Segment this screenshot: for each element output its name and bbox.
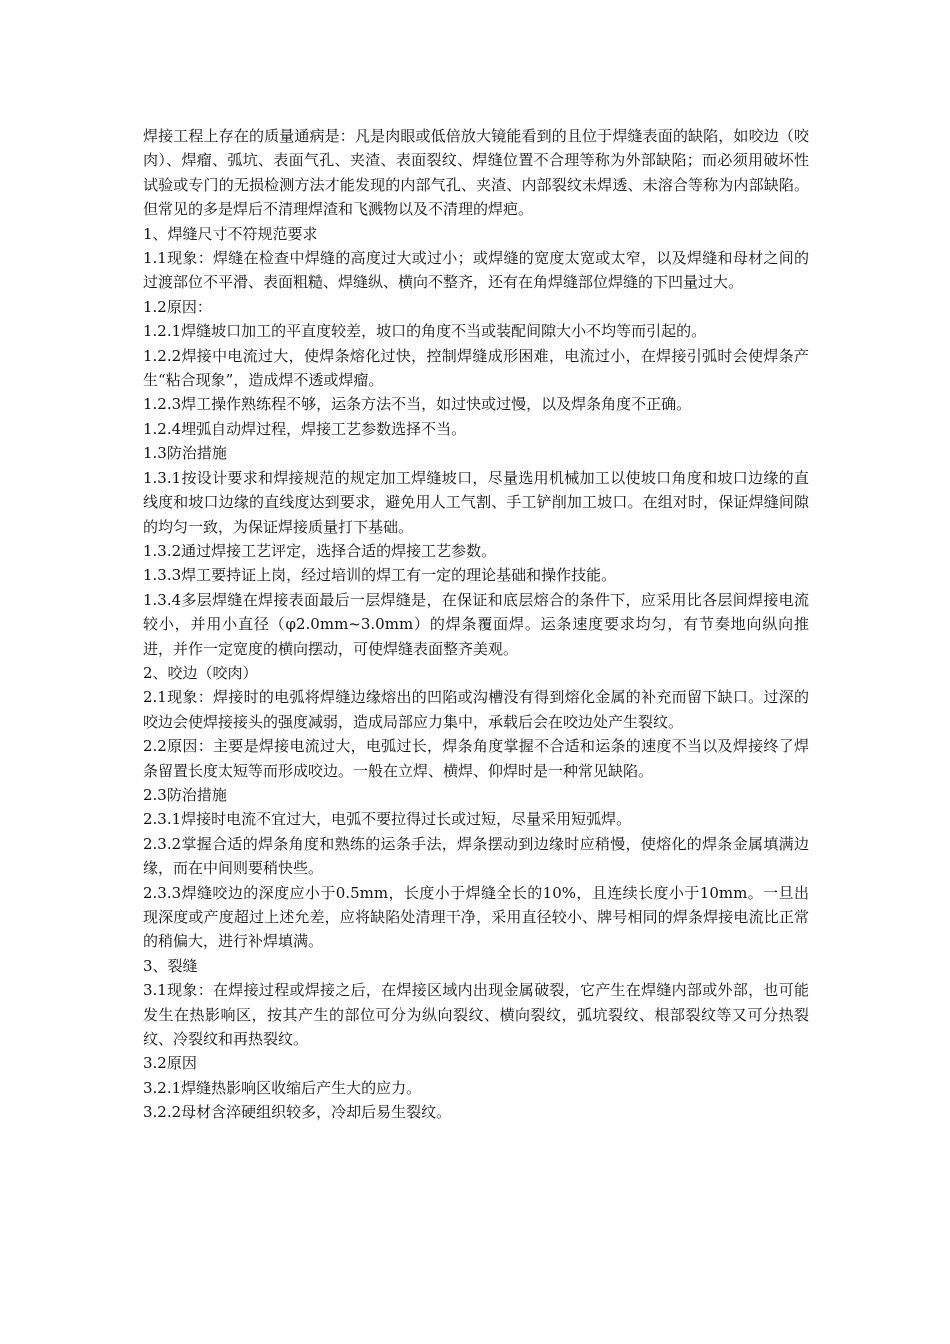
subheading-1-3: 1.3防治措施: [143, 444, 227, 463]
document-body: [143, 124, 809, 1125]
paragraph-1-3-2: 1.3.2通过焊接工艺评定，选择合适的焊接工艺参数。: [143, 541, 497, 560]
section-heading-1: 1、焊缝尺寸不符规范要求: [143, 224, 318, 243]
section-heading-2: 2、咬边（咬肉）: [143, 663, 258, 682]
subheading-3-2: 3.2原因: [143, 1054, 197, 1073]
paragraph-1-3-1: 1.3.1按设计要求和焊接规范的规定加工焊缝坡口，尽量选用机械加工以使坡口角度和坡口边缘的直线度和坡口边缘的直线度达到要求，避免用人工气割、手工铲削加工坡口。在组对时，保证焊缝间隙的均匀一致，为保证焊接质量打下基础。: [143, 468, 809, 536]
paragraph-1-3-3: 1.3.3焊工要持证上岗，经过培训的焊工有一定的理论基础和操作技能。: [143, 566, 617, 585]
paragraph-1-2-1: 1.2.1焊缝坡口加工的平直度较差，坡口的角度不当或装配间隙大小不均等而引起的。: [143, 322, 707, 341]
subheading-2-3: 2.3防治措施: [143, 785, 227, 804]
paragraph-2-3-3: 2.3.3焊缝咬边的深度应小于0.5mm，长度小于焊缝全长的10%，且连续长度小于10mm。一旦出现深度或产度超过上述允差，应将缺陷处清理干净，采用直径较小、牌号相同的焊条焊接电流比正常的稍偏大，进行补焊填满。: [143, 883, 809, 951]
paragraph-3-2-1: 3.2.1焊缝热影响区收缩后产生大的应力。: [143, 1078, 422, 1097]
paragraph-1-3-4: 1.3.4多层焊缝在焊接表面最后一层焊缝是，在保证和底层熔合的条件下，应采用比各层间焊接电流较小，并用小直径（φ2.0mm~3.0mm）的焊条覆面焊。运条速度要求均匀，有节奏地向纵向推进，并作一定宽度的横向摆动，可使焊缝表面整齐美观。: [143, 590, 809, 658]
paragraph-1-1: 1.1现象：焊缝在检查中焊缝的高度过大或过小；或焊缝的宽度太宽或太窄，以及焊缝和母材之间的过渡部位不平滑、表面粗糙、焊缝纵、横向不整齐，还有在角焊缝部位焊缝的下凹量过大。: [143, 249, 809, 292]
paragraph-2-2: 2.2原因：主要是焊接电流过大，电弧过长，焊条角度掌握不合适和运条的速度不当以及焊接终了焊条留置长度太短等而形成咬边。一般在立焊、横焊、仰焊时是一种常见缺陷。: [143, 737, 809, 780]
paragraph-1-2-4: 1.2.4埋弧自动焊过程，焊接工艺参数选择不当。: [143, 419, 467, 438]
intro-paragraph: 焊接工程上存在的质量通病是：凡是肉眼或低倍放大镜能看到的且位于焊缝表面的缺陷，如咬边（咬肉）、焊瘤、弧坑、表面气孔、夹渣、表面裂纹、焊缝位置不合理等称为外部缺陷；而必须用破坏性试验或专门的无损检测方法才能发现的内部气孔、夹渣、内部裂纹未焊透、未溶合等称为内部缺陷。但常见的多是焊后不清理焊渣和飞溅物以及不清理的焊疤。: [143, 127, 809, 219]
section-heading-3: 3、裂缝: [143, 956, 198, 975]
paragraph-2-3-2: 2.3.2掌握合适的焊条角度和熟练的运条手法，焊条摆动到边缘时应稍慢，使熔化的焊条金属填满边缘，而在中间则要稍快些。: [143, 834, 809, 878]
paragraph-2-3-1: 2.3.1焊接时电流不宜过大，电弧不要拉得过长或过短，尽量采用短弧焊。: [143, 810, 632, 829]
paragraph-3-2-2: 3.2.2母材含淬硬组织较多，冷却后易生裂纹。: [143, 1103, 452, 1122]
paragraph-1-2-2: 1.2.2焊接中电流过大，使焊条熔化过快，控制焊缝成形困难，电流过小，在焊接引弧时会使焊条产生“粘合现象”，造成焊不透或焊瘤。: [143, 346, 809, 390]
paragraph-2-1: 2.1现象：焊接时的电弧将焊缝边缘熔出的凹陷或沟槽没有得到熔化金属的补充而留下缺口。过深的咬边会使焊接接头的强度减弱，造成局部应力集中，承载后会在咬边处产生裂纹。: [143, 688, 809, 731]
paragraph-1-2-3: 1.2.3焊工操作熟练程不够，运条方法不当，如过快或过慢，以及焊条角度不正确。: [143, 395, 692, 414]
paragraph-3-1: 3.1现象：在焊接过程或焊接之后，在焊接区域内出现金属破裂，它产生在焊缝内部或外部，也可能发生在热影响区，按其产生的部位可分为纵向裂纹、横向裂纹，弧坑裂纹、根部裂纹等又可分热裂纹、冷裂纹和再热裂纹。: [143, 981, 809, 1049]
subheading-1-2: 1.2原因：: [143, 297, 212, 316]
